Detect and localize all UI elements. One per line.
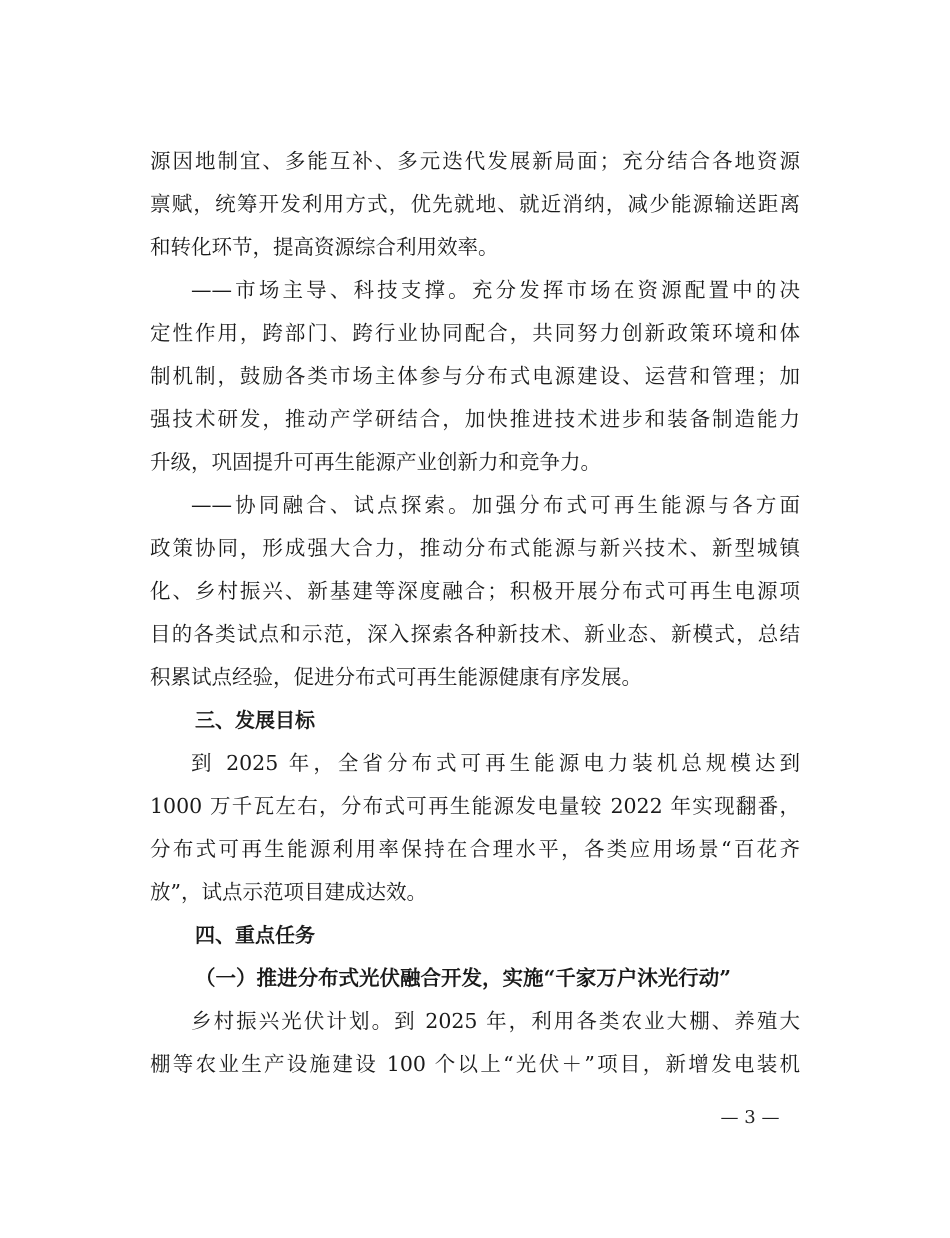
subsection-heading-solar: （一）推进分布式光伏融合开发，实施“千家万户沐光行动” bbox=[195, 966, 732, 990]
text-line: 政策协同，形成强大合力，推动分布式能源与新兴技术、新型城镇 bbox=[150, 536, 800, 560]
paragraph-principle-market bbox=[150, 269, 800, 484]
text-line: ——市场主导、科技支撑。充分发挥市场在资源配置中的决 bbox=[191, 278, 800, 302]
paragraph-principle-local bbox=[150, 140, 800, 269]
text-line: 1000 万千瓦左右，分布式可再生能源发电量较 2022 年实现翻番， bbox=[150, 794, 800, 818]
section-heading-tasks: 四、重点任务 bbox=[195, 923, 315, 947]
section-heading-goals: 三、发展目标 bbox=[195, 708, 315, 732]
text-line: 分布式可再生能源利用率保持在合理水平，各类应用场景“百花齐 bbox=[150, 837, 800, 861]
text-line: 乡村振兴光伏计划。到 2025 年，利用各类农业大棚、养殖大 bbox=[191, 1009, 800, 1033]
text-line: 目的各类试点和示范，深入探索各种新技术、新业态、新模式，总结 bbox=[150, 622, 800, 646]
text-line: 升级，巩固提升可再生能源产业创新力和竞争力。 bbox=[150, 450, 601, 474]
page-number: — 3 — bbox=[720, 1107, 780, 1128]
text-line: 化、乡村振兴、新基建等深度融合；积极开展分布式可再生电源项 bbox=[150, 579, 800, 603]
document-page bbox=[150, 140, 800, 1086]
paragraph-principle-synergy bbox=[150, 484, 800, 699]
text-line: 禀赋，统筹开发利用方式，优先就地、就近消纳，减少能源输送距离 bbox=[150, 192, 800, 216]
text-line: 放”，试点示范项目建成达效。 bbox=[150, 880, 427, 904]
paragraph-goals bbox=[150, 742, 800, 914]
text-line: 定性作用，跨部门、跨行业协同配合，共同努力创新政策环境和体 bbox=[150, 321, 800, 345]
text-line: 积累试点经验，促进分布式可再生能源健康有序发展。 bbox=[150, 665, 642, 689]
text-line: 制机制，鼓励各类市场主体参与分布式电源建设、运营和管理；加 bbox=[150, 364, 800, 388]
text-line: 强技术研发，推动产学研结合，加快推进技术进步和装备制造能力 bbox=[150, 407, 800, 431]
text-line: 棚等农业生产设施建设 100 个以上“光伏＋”项目，新增发电装机 bbox=[150, 1052, 800, 1076]
text-line: 源因地制宜、多能互补、多元迭代发展新局面；充分结合各地资源 bbox=[150, 149, 800, 173]
text-line: ——协同融合、试点探索。加强分布式可再生能源与各方面 bbox=[191, 493, 800, 517]
paragraph-rural-solar bbox=[150, 1000, 800, 1086]
text-line: 到 2025 年，全省分布式可再生能源电力装机总规模达到 bbox=[191, 751, 800, 775]
text-line: 和转化环节，提高资源综合利用效率。 bbox=[150, 235, 499, 259]
